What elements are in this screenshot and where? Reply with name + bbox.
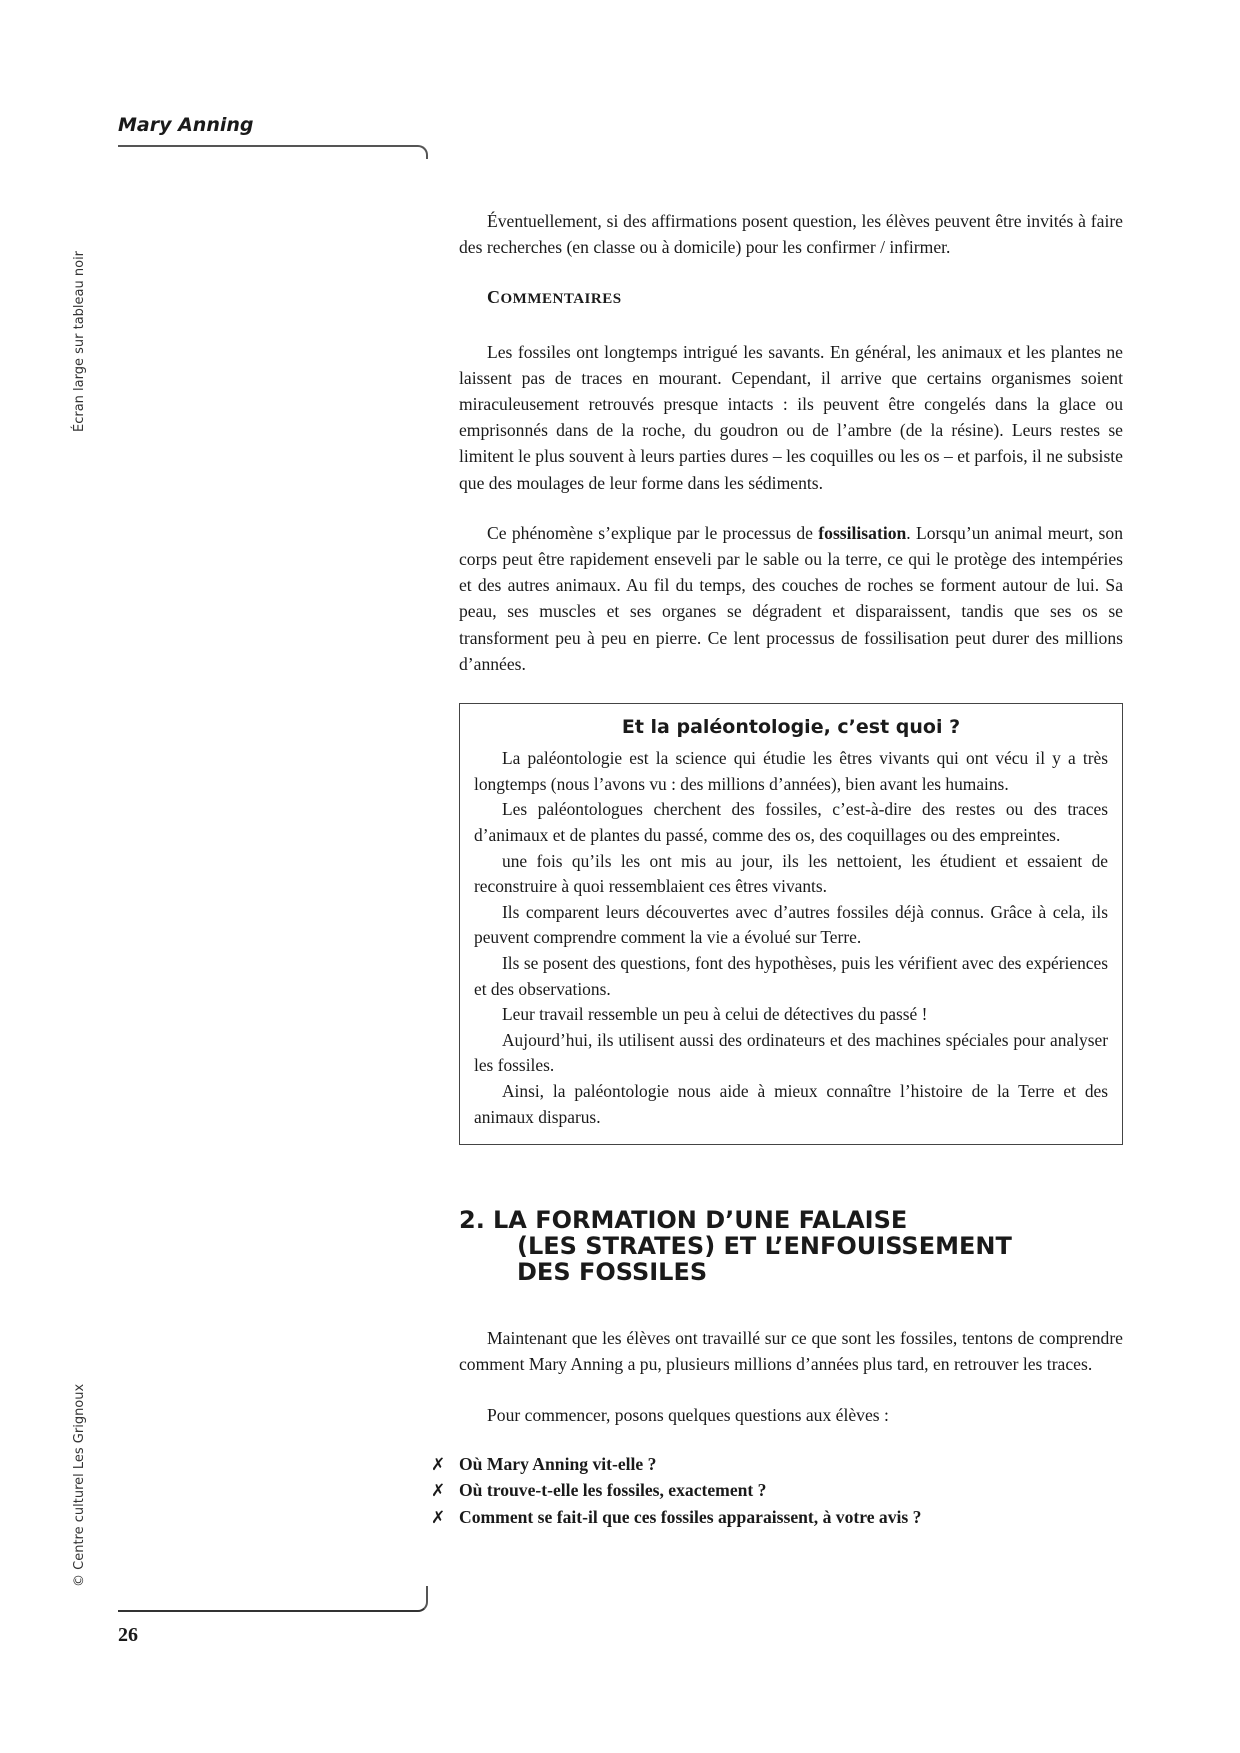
cross-mark-icon: ✗ bbox=[431, 1481, 446, 1502]
box-title: Et la paléontologie, c’est quoi ? bbox=[621, 716, 961, 739]
box-line: Leur travail ressemble un peu à celui de détectives du passé ! bbox=[502, 1004, 928, 1025]
commentaires-initial: C bbox=[487, 287, 501, 308]
intro-paragraph: Éventuellement, si des affirmations posent question, les élèves peuvent être invités à faire des recherches (en classe ou à domicile) pour les confirmer / infirmer. bbox=[459, 211, 1123, 258]
sidebar-series-label: Écran large sur tableau noir bbox=[72, 250, 87, 432]
question-item bbox=[431, 1452, 1123, 1479]
paragraph-intro-section-2: Maintenant que les élèves ont travaillé sur ce que sont les fossiles, tentons de comprendre comment Mary Anning a pu, plusieurs millions d’années plus tard, en retrouver les traces. bbox=[459, 1328, 1123, 1375]
question-item bbox=[431, 1505, 1123, 1532]
box-line: Ainsi, la paléontologie nous aide à mieux connaître l’histoire de la Terre et des animaux disparus. bbox=[474, 1080, 1108, 1127]
commentaires-rest: OMMENTAIRES bbox=[500, 291, 622, 308]
paragraph-fossilisation bbox=[459, 520, 1123, 677]
box-line: Aujourd’hui, ils utilisent aussi des ordinateurs et des machines spéciales pour analyser les fossiles. bbox=[474, 1029, 1108, 1076]
box-line: La paléontologie est la science qui étudie les êtres vivants qui ont vécu il y a très longtemps (nous l’avons vu : des millions d’années), bien avant les humains. bbox=[474, 748, 1108, 794]
fossilisation-term: fossilisation bbox=[818, 522, 907, 543]
question-text: Où trouve-t-elle les fossiles, exactement ? bbox=[459, 1480, 767, 1501]
section-2-heading bbox=[459, 1207, 1123, 1285]
question-text: Comment se fait-il que ces fossiles apparaissent, à votre avis ? bbox=[459, 1506, 922, 1527]
section-title-line-3: DES FOSSILES bbox=[517, 1258, 708, 1287]
footer-rule bbox=[118, 1586, 428, 1612]
paleontology-box bbox=[459, 703, 1123, 1145]
box-line: Les paléontologues cherchent des fossiles, c’est-à-dire des restes ou des traces d’animaux et de plantes du passé, comme des os, des coquillages ou des empreintes. bbox=[474, 799, 1108, 846]
question-item bbox=[431, 1478, 1123, 1505]
paragraph-fossilisation-after: . Lorsqu’un animal meurt, son corps peut être rapidement enseveli par le sable ou la terre, ce qui le protège des intempéries et des autres animaux. Au fil du temps, des couches de roches se forment autour de lui. Sa peau, ses muscles et ses organes se dégradent et disparaissent, tandis que ses os se transforment peu à peu en pierre. Ce lent processus de fossilisation peut durer des millions d’années. bbox=[459, 522, 1123, 674]
sidebar-copyright: © Centre culturel Les Grignoux bbox=[72, 1383, 87, 1587]
main-content bbox=[431, 208, 1123, 1532]
section-title-line-1: LA FORMATION D’UNE FALAISE bbox=[493, 1206, 908, 1235]
cross-mark-icon: ✗ bbox=[431, 1507, 446, 1528]
box-line: Ils comparent leurs découvertes avec d’autres fossiles déjà connus. Grâce à cela, ils peuvent comprendre comment la vie a évolué sur Terre. bbox=[474, 901, 1108, 948]
commentaires-heading bbox=[487, 284, 1123, 312]
cross-mark-icon: ✗ bbox=[431, 1454, 446, 1475]
section-title-line-2: (LES STRATES) ET L’ENFOUISSEMENT bbox=[517, 1232, 1012, 1261]
header-rule bbox=[118, 145, 428, 159]
paragraph-questions-intro: Pour commencer, posons quelques questions aux élèves : bbox=[487, 1404, 889, 1425]
section-number: 2. bbox=[459, 1206, 485, 1235]
box-line: Ils se posent des questions, font des hypothèses, puis les vérifient avec des expériences et des observations. bbox=[474, 953, 1108, 999]
paragraph-fossilisation-before: Ce phénomène s’explique par le processus de bbox=[487, 522, 819, 543]
box-line: une fois qu’ils les ont mis au jour, ils les nettoient, les étudient et essaient de reconstruire à quoi ressemblaient ces êtres vivants. bbox=[474, 850, 1108, 897]
running-title: Mary Anning bbox=[118, 114, 254, 136]
question-text: Où Mary Anning vit-elle ? bbox=[459, 1453, 657, 1474]
paragraph-fossils: Les fossiles ont longtemps intrigué les savants. En général, les animaux et les plantes ne laissent pas de traces en mourant. Cependant, il arrive que certains organismes soient miraculeusement retrouvés presque intacts : ils peuvent être congelés dans la glace ou emprisonnés dans de la roche, du goudron ou de l’ambre (de la résine). Leurs restes se limitent le plus souvent à leurs parties dures – les coquilles ou les os – et parfois, il ne subsiste que des moulages de leur forme dans les sédiments. bbox=[459, 341, 1123, 493]
page-number: 26 bbox=[118, 1624, 138, 1646]
questions-list bbox=[431, 1452, 1123, 1532]
